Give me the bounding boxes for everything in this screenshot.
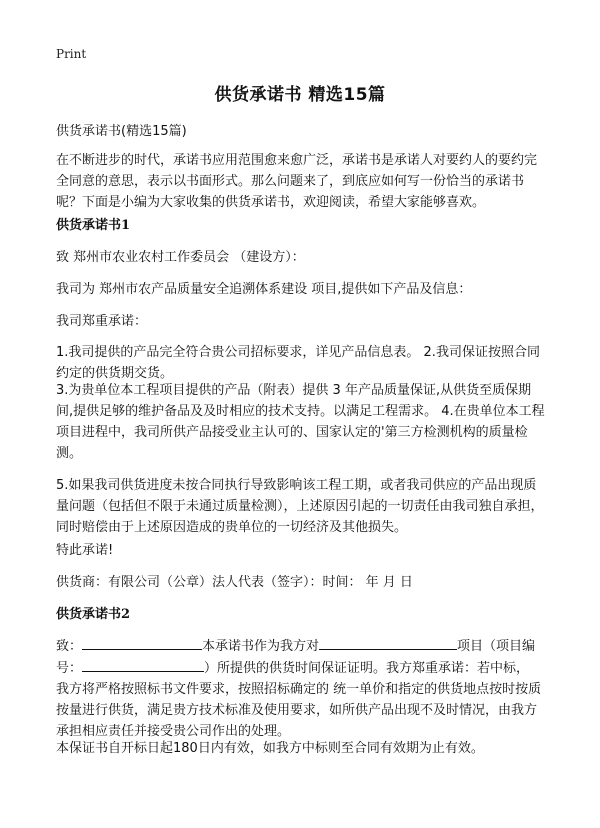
blank-project-number	[82, 657, 204, 672]
print-label: Print	[56, 47, 87, 61]
section2-paragraph-2: 本保证书自开标日起180日内有效，如我方中标则至合同有效期为止有效。	[56, 741, 484, 756]
section1-paragraph-1: 我司为 郑州市农产品质量安全追溯体系建设 项目,提供如下产品及信息：	[56, 282, 472, 297]
section2-text-rest: 我方将严格按照标书文件要求，按照招标确定的 统一单价和指定的供货地点按时按质按量进行供货，满足贵方技术标准及使用要求，如所供产品出现不及时情况，由我方承担相应责任并接受贵公司作出的处理。	[56, 682, 542, 739]
section2-line-2	[56, 657, 546, 679]
section2-no-label: 号：	[56, 661, 83, 676]
section2-text-a: 本承诺书作为我方对	[202, 639, 320, 654]
blank-recipient	[82, 635, 202, 650]
section2-to-label: 致：	[56, 639, 83, 654]
section1-heading: 供货承诺书1	[56, 218, 131, 233]
document-subtitle: 供货承诺书(精选15篇)	[56, 124, 187, 139]
section2-text-b: 项目（项目编	[457, 639, 536, 654]
section2-heading: 供货承诺书2	[56, 607, 131, 622]
section2-paragraph-1	[56, 635, 546, 742]
blank-project-name	[319, 635, 457, 650]
section1-paragraph-7: 供货商：有限公司（公章）法人代表（签字）：时间： 年 月 日	[56, 575, 413, 590]
section1-addressee: 致 郑州市农业农村工作委员会 （建设方）：	[56, 250, 305, 265]
section1-paragraph-3: 1.我司提供的产品完全符合贵公司招标要求，详见产品信息表。 2.我司保证按照合同约定的供货期交货。	[56, 345, 540, 381]
section2-line-1	[56, 635, 546, 657]
section2-text-c: ）所提供的供货时间保证证明。我方郑重承诺：若中标，	[204, 661, 530, 676]
document-title: 供货承诺书 精选15篇	[214, 85, 386, 105]
section1-paragraph-5: 5.如果我司供货进度未按合同执行导致影响该工程工期，或者我司供应的产品出现质量问题（包括但不限于未通过质量检测），上述原因引起的一切责任由我司独自承担，同时赔偿由于上述原因造成的贵单位的一切经济及其他损失。	[56, 478, 544, 535]
section1-paragraph-6: 特此承诺!	[56, 543, 114, 558]
section1-paragraph-2: 我司郑重承诺：	[56, 314, 148, 329]
intro-paragraph: 在不断进步的时代，承诺书应用范围愈来愈广泛，承诺书是承诺人对要约人的要约完全同意的意思，表示以书面形式。那么问题来了，到底应如何写一份恰当的承诺书呢？下面是小编为大家收集的供货承诺书，欢迎阅读，希望大家能够喜欢。	[56, 153, 538, 210]
section1-paragraph-4: 3.为贵单位本工程项目提供的产品（附表）提供 3 年产品质量保证,从供货至质保期间,提供足够的维护备品及及时相应的技术支持。以满足工程需求。 4.在贵单位本工程项目进程中，我司所供产品接受业主认可的、国家认定的'第三方检测机构的质量检测。	[56, 383, 545, 461]
